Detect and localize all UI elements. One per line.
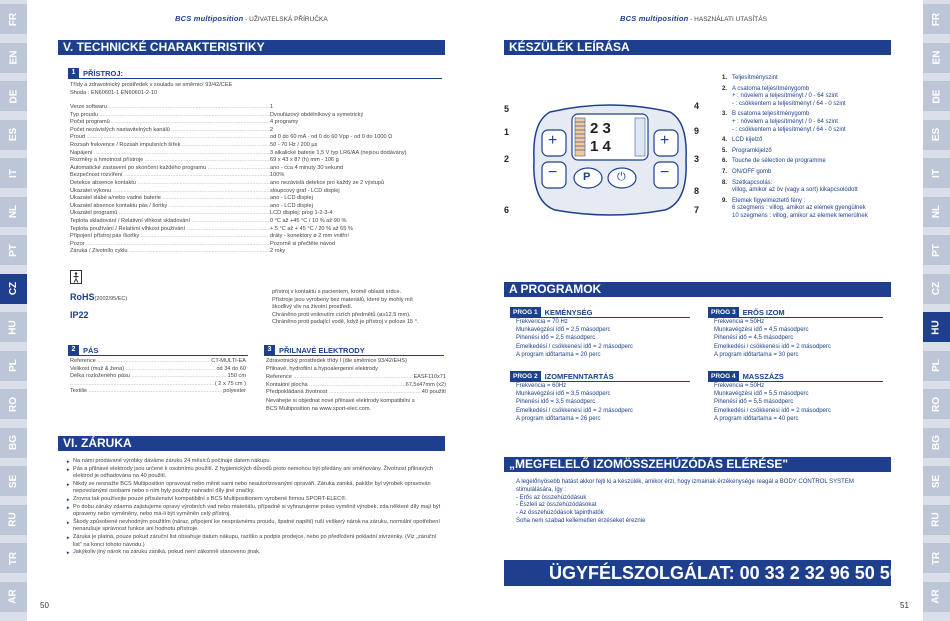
warranty-item: ► Zrovna tak používejte pouze přísulenství kompatibilní s BCS Multipositionem vyrobené firmou SPORT-ELEC®. [66, 496, 441, 504]
spec-key: Pozor ..... [70, 241, 270, 249]
program-line: Emelkedési / csökkenési idő = 2 másodperc [516, 407, 633, 414]
lang-tab-ro[interactable]: RO [0, 389, 27, 419]
program-tag: PROG 4 [708, 371, 739, 382]
belt-value: polyester [223, 388, 246, 395]
program-name: KEMÉNYSÉG [544, 307, 593, 317]
legend-number: 6. [722, 158, 728, 165]
program-line: Frekvencia = 50Hz [714, 319, 765, 325]
program-heading [708, 307, 883, 318]
belt-row [70, 381, 246, 389]
customer-service-hotline: ÜGYFÉLSZOLGÁLAT: 00 33 2 32 96 50 50 [504, 560, 891, 586]
lang-tab-hu[interactable]: HU [0, 312, 27, 342]
symbol-line: Chráněno proti padající vodě, když je přístroj v poloze 15 °. [272, 319, 419, 326]
device-intro: Třídy a zdravotnický prostředek v souladu se směrnicí 93/42/CEE Shoda : EN60601-1 EN60601-2-10 [70, 82, 233, 96]
symbol-line: škodlivý vliv na životní prostředí. [272, 304, 353, 311]
belt-key: Reference ..... [70, 358, 211, 366]
symbol-descriptions [272, 289, 419, 327]
spec-row [70, 195, 440, 203]
spec-value: 100% [270, 172, 285, 179]
spec-value: od 0 do 60 mA - od 0 do 60 Vpp - od 0 do 1000 Ω [270, 134, 393, 141]
program-line: Pihenési idő = 4,5 másodperc [714, 335, 794, 342]
spec-row [70, 226, 440, 234]
lang-tab-hu[interactable]: HU [923, 312, 950, 342]
lang-tab-ru[interactable]: RU [0, 505, 27, 535]
lang-tab-es[interactable]: ES [0, 120, 27, 150]
spec-key: Teplota skladování / Relativní vlhkost skladování ..... [70, 218, 270, 226]
device-illustration [530, 102, 690, 218]
legend-line: Teljesítményszint [732, 75, 778, 81]
legend-item [722, 148, 892, 156]
program-line: Frekvencia = 60Hz [516, 383, 567, 389]
lang-tab-es[interactable]: ES [923, 120, 950, 150]
legend-number: 7. [722, 168, 728, 175]
legend-item [722, 169, 892, 177]
legend-text [732, 169, 892, 177]
legend-line: 6 szegmens : villog, amikor az elemek gyengülnek [732, 205, 866, 212]
spec-value: ano - LCD displej [270, 202, 313, 209]
spec-key: Ukazatel absence kontaktu pás / šortky ..... [70, 203, 270, 211]
warranty-item: ► Po dobu záruky zdarma zajistujeme opravy výrobních vad nebo materiálu, případně si vyhrazujeme právo vyměnit výrobek, zda některé díly mají být opraveny nebo vyměněny, nebo má-li být vyměněn celý přístroj. [66, 504, 441, 519]
warranty-item: ► Pás a přilnavé elektrody jsou určené k osobnímu použití. Z hygienických důvodů proto nemohou být předány ani směňovány. Životnost přilnavých elektrod je odhadována na 40 použití. [66, 466, 441, 481]
belt-value: od 34 do 60 [216, 365, 246, 372]
legend-number: 9. [722, 197, 728, 204]
spec-key: Rozměry a hmotnost přístroje ..... [70, 157, 270, 165]
subsection-device-heading: 1 PŘÍSTROJ: [68, 68, 123, 78]
spec-key: Záruka / Životnílo cyklu ..... [70, 248, 270, 256]
belt-specs [70, 358, 246, 396]
lang-tab-ro[interactable]: RO [923, 389, 950, 419]
spec-key: Detekce absence kontaktu ..... [70, 180, 270, 188]
power-button[interactable]: ⏻ [617, 171, 626, 183]
program-line: A program időtartama = 30 perc [714, 351, 799, 358]
spec-key: Napájení ..... [70, 150, 270, 158]
section-6-title: VI. ZÁRUKA [58, 436, 445, 451]
spec-value: 1 [270, 104, 274, 110]
spec-row [70, 157, 440, 165]
channel-a-minus-button[interactable]: − [548, 164, 558, 181]
legend-line: Elemek figyelmeztető fény : [732, 197, 806, 204]
legend-number: 8. [722, 179, 728, 186]
legend-item [722, 158, 892, 166]
lang-tab-pt[interactable]: PT [0, 235, 27, 265]
electrode-value: 67,5x47mm (x2) [405, 381, 446, 388]
program-name: IZOMFENNTARTÁS [544, 371, 614, 381]
spec-row [70, 248, 440, 256]
symbol-line: Chráněno proti vniknutím cizích předmětů (ø≥12.5 mm). [272, 311, 411, 318]
lang-tab-cz[interactable]: CZ [923, 274, 950, 304]
contraction-line: - Erős az összehúzódásuk [516, 494, 587, 501]
spec-row [70, 142, 440, 150]
spec-key: Rozsah frekvence / Rozsah impulsních šířek ..... [70, 142, 270, 150]
channel-a-plus-button[interactable]: + [548, 132, 558, 149]
electrode-key: Reference ..... [266, 374, 413, 382]
electrode-intro: Zdravotnický prostředek třídy I (dle směrnice 93/42/EHS) Přilnavé, hydrofilní a hypoalergenní elektrody [266, 358, 407, 372]
legend-line: ON/OFF gomb [732, 168, 772, 175]
program-name: ERŐS IZOM [742, 307, 785, 317]
warranty-item: ► Na námi prodávané výrobky dáváme záruku 24 měsíců počínaje datem nákupu. [66, 458, 441, 466]
electrode-key: Kontaktní plocha ..... [266, 382, 406, 390]
belt-key: Délka rozloženého pásu ..... [70, 373, 228, 381]
spec-value: 0 °C až +45 °C / 10 % až 90 % [270, 217, 347, 224]
legend-line: B csatorna teljesítménygomb [732, 111, 810, 118]
legend-line: + : növelem a teljesítményt / 0 - 64 szint [732, 118, 838, 125]
spec-key: Proud ..... [70, 134, 270, 142]
callout-4: 4 [694, 101, 700, 111]
lang-tab-pt[interactable]: PT [923, 235, 950, 265]
legend-item [722, 111, 892, 134]
electrode-value: 40 použití [421, 389, 446, 396]
spec-row [70, 127, 440, 135]
electrode-row [266, 374, 446, 382]
spec-row [70, 134, 440, 142]
legend-item [722, 86, 892, 109]
legend-line: Programkijelző [732, 147, 772, 154]
spec-value: Pozorně si přečtěte návod [270, 240, 335, 247]
program-line: Munkavégzési idő = 4,5 másodperc [714, 327, 809, 334]
electrode-specs [266, 374, 446, 397]
spec-key: Teplota používání / Relativní vlhkost používání ..... [70, 226, 270, 234]
belt-row [70, 388, 246, 396]
channel-b-plus-button[interactable]: + [660, 132, 670, 149]
legend-item [722, 137, 892, 145]
lang-tab-cz[interactable]: CZ [0, 274, 27, 304]
contraction-line: - Észleli az összehúzódásokat [516, 502, 597, 509]
spec-value: 2 roky [270, 248, 286, 255]
spec-row [70, 119, 440, 127]
rohs-label: RoHS(2002/95/EC) [70, 292, 128, 302]
belt-row [70, 358, 246, 366]
program-block [708, 371, 883, 423]
legend-text [732, 158, 892, 166]
legend-item [722, 198, 892, 221]
spec-row [70, 165, 440, 173]
lang-tab-pl[interactable]: PL [0, 351, 27, 381]
spec-value: ano - LCD displej [270, 195, 313, 202]
legend-number: 1. [722, 75, 728, 81]
electrode-key: Předpokládaná životnost ..... [266, 389, 422, 397]
programs-title: A PROGRAMOK [504, 282, 891, 297]
legend-text [732, 137, 892, 145]
legend-line: Touche de sélection de programme [732, 158, 826, 165]
lang-tab-de[interactable]: DE [923, 81, 950, 111]
program-line: Munkavégzési idő = 2,5 másodperc [516, 327, 611, 334]
program-tag: PROG 1 [510, 307, 541, 318]
legend-item [722, 180, 892, 195]
spec-row [70, 150, 440, 158]
program-heading [510, 371, 690, 382]
lang-tab-en[interactable]: EN [0, 43, 27, 73]
bf-applied-part-icon [70, 270, 82, 284]
lang-tab-ar[interactable]: AR [0, 582, 27, 612]
spec-value: 50 - 70 Hz / 200 µs [270, 141, 318, 148]
spec-value: 4 programy [270, 119, 299, 126]
electrode-row [266, 382, 446, 390]
program-line: Munkavégzési idő = 5,5 másodperc [714, 391, 809, 398]
program-line: Munkavégzési idő = 3,5 másodperc [516, 391, 611, 398]
lang-tab-de[interactable]: DE [0, 81, 27, 111]
spec-row [70, 233, 440, 241]
lcd-digits-top: 2 3 [590, 120, 611, 137]
program-tag: PROG 3 [708, 307, 739, 318]
spec-row [70, 203, 440, 211]
electrode-note: Neváhejte si objednat nové přilnavé elektrody kompatibilní s BCS Multiposition na www.sport-elec.com. [266, 398, 415, 412]
spec-key: Bezpečnost rozvíření ..... [70, 172, 270, 180]
program-heading [510, 307, 690, 318]
section-5-title: V. TECHNICKÉ CHARAKTERISTIKY [58, 40, 445, 55]
spec-key: Počet nezávislých nastavitelných kanálů ..... [70, 127, 270, 135]
legend-number: 4. [722, 137, 728, 144]
lang-tab-tr[interactable]: TR [0, 543, 27, 573]
lang-tab-nl[interactable]: NL [0, 197, 27, 227]
symbol-line: Přístroje jsou vyrobeny bez materiálů, které by mohly mít [272, 296, 413, 303]
program-line: Pihenési idő = 5,5 másodperc [714, 399, 794, 406]
callout-8: 8 [694, 186, 700, 196]
legend-number: 3. [722, 111, 728, 118]
callout-2: 2 [504, 154, 510, 164]
program-line: Frekvencia = 70 Hz [516, 319, 568, 325]
legend-line: LCD kijelző [732, 137, 763, 144]
spec-key: Počet programů ..... [70, 119, 270, 127]
spec-row [70, 218, 440, 226]
spec-row [70, 188, 440, 196]
spec-key: Automatické zastavení po skončení každého programu ..... [70, 165, 270, 173]
lcd-digits-bottom: 1 4 [590, 138, 611, 155]
program-line: A program időtartama = 20 perc [516, 351, 601, 358]
spec-key: Ukazatel slabé a/nebo vadné baterie ..... [70, 195, 270, 203]
spec-key: Verze softwaru ..... [70, 104, 270, 112]
program-block [708, 307, 883, 359]
program-button[interactable]: P [583, 171, 591, 183]
warranty-item: ► Nikdy se nesnažte BCS Multiposition opravovat nebo měnit sami nebo neautorizovanými opraváři. Záruka zaniká, pakliže byl výrobek opravován nepovolanými osobami nebo s ním byly použity nahradní díly jiné značky. [66, 481, 441, 496]
channel-b-minus-button[interactable]: − [660, 164, 670, 181]
contraction-line: A legelőnyösebb hatást akkor fejti ki a készülék, amikor érzi, hogy izmainak érzékenysége reagál a BODY CONTROL SYSTEM [516, 479, 854, 485]
program-line: Pihenési idő = 2,5 másodperc [516, 335, 596, 342]
belt-row [70, 373, 246, 381]
legend-item [722, 75, 892, 83]
belt-key: Textilie ..... [70, 388, 223, 396]
legend-text [732, 148, 892, 156]
spec-value: Dvoufázový obdélníkový a symetrický [270, 111, 364, 118]
contraction-line: - Az összehúzódások tapinthatók [516, 510, 604, 517]
lang-tab-se[interactable]: SE [0, 466, 27, 496]
contraction-line: Soha nem szabad kellemetlen érzéseket éreznie [516, 517, 646, 524]
device-legend [722, 75, 892, 224]
proper-contraction-title: „MEGFELELŐ IZOMÖSSZEHÚZÓDÁS ELÉRÉSE" [504, 457, 891, 472]
callout-3: 3 [694, 154, 700, 164]
spec-key: Připojení přístroj pás /šortky ..... [70, 233, 270, 241]
spec-value: ano - cca 4 minuty 30 sekund [270, 164, 344, 171]
lang-tab-pl[interactable]: PL [923, 351, 950, 381]
legend-number: 2. [722, 85, 728, 92]
contraction-line: stimulálására, így : [516, 486, 567, 493]
legend-number: 5. [722, 147, 728, 154]
callout-6: 6 [504, 205, 510, 215]
legend-line: villog, amikor az öv (vagy a sort) kikapcsolódott [732, 187, 858, 194]
warranty-item: ► Záruka je platná, pouze pokud záruční list obsahuje datum nákupu, razítko a podpis prodejce, nebo po předložení pokladní stvrzenky. (Viz „záruční list" na konci tohoto návodu.) [66, 534, 441, 549]
subsection-belt-heading: 2 PÁS [68, 345, 98, 355]
legend-line: Szétkapcsolás: [732, 179, 773, 186]
device-description-title: KÉSZÜLÉK LEÍRÁSA [504, 40, 891, 55]
belt-row [70, 366, 246, 374]
belt-value: CT-MULTI-EA [211, 358, 246, 364]
program-name: MASSZÁZS [742, 371, 784, 381]
spec-row [70, 241, 440, 249]
spec-value: sloupcový graf - LCD displej [270, 187, 340, 194]
legend-text [732, 111, 892, 134]
subsection-electrodes-heading: 3 PŘILNAVÉ ELEKTRODY [264, 345, 365, 355]
symbol-column [70, 270, 90, 288]
legend-text [732, 86, 892, 109]
legend-text [732, 75, 892, 83]
symbol-line: přístroj v kontaktu s pacientem, kromě oblasti srdce. [272, 289, 402, 295]
legend-line: + : növelem a teljesítményt / 0 - 64 szint [732, 93, 838, 100]
spec-key: Typ proudu ..... [70, 112, 270, 120]
ip-rating-label: IP22 [70, 310, 89, 320]
warranty-item: ► Škody způsobené nevhodným použitím (náraz, připojení ke nesprávnému proudu, špatné napětí) ruší veškerý nárok na záruku, normální opotřebení nenarušuje správnost funkce ani hodnotu přístroje. [66, 519, 441, 534]
warranty-list [66, 458, 441, 557]
spec-value: 69 x 43 x 87 (h) mm - 106 g [270, 157, 339, 164]
running-header-right: BCS multiposition - HASZNÁLATI UTASÍTÁS [620, 14, 767, 23]
spec-value: dráty - konektory ø 2 mm vnitřní [270, 233, 349, 240]
legend-line: - : csökkentem a teljesítményt / 64 - 0 szint [732, 100, 846, 107]
spec-row [70, 172, 440, 180]
lang-tab-bg[interactable]: BG [923, 428, 950, 458]
spec-row [70, 104, 440, 112]
lang-tab-fr[interactable]: FR [923, 4, 950, 34]
legend-text [732, 180, 892, 195]
belt-value: ( 2 x 75 cm ) [214, 380, 246, 387]
callout-9: 9 [694, 126, 700, 136]
lang-tab-en[interactable]: EN [923, 43, 950, 73]
language-tabs-right [923, 0, 950, 621]
spec-value: LCD displej: prog 1-2-3-4 [270, 210, 333, 217]
spec-table [70, 104, 440, 256]
spec-row [70, 210, 440, 218]
spec-value: 3 alkalické baterie 1,5 V typ LR6/AA (nejsou dodávány) [270, 149, 407, 156]
legend-line: A csatorna teljesítménygomb [732, 85, 810, 92]
program-line: Pihenési idő = 3,5 másodperc [516, 399, 596, 406]
spec-key: Ukazatel programů ..... [70, 210, 270, 218]
belt-value: 150 cm [227, 373, 246, 380]
electrode-row [266, 389, 446, 397]
program-line: A program időtartama = 26 perc [516, 415, 601, 422]
page-number-right: 51 [900, 601, 909, 610]
lang-tab-nl[interactable]: NL [923, 197, 950, 227]
lang-tab-ru[interactable]: RU [923, 505, 950, 535]
program-block [510, 307, 690, 359]
lang-tab-se[interactable]: SE [923, 466, 950, 496]
legend-line: - : csökkentem a teljesítményt / 64 - 0 szint [732, 126, 846, 133]
spec-key: Ukazatel výkonu ..... [70, 188, 270, 196]
program-line: Emelkedési / csökkenési idő = 2 másodperc [516, 343, 633, 350]
spec-value: ano nezávislá detekce pro každý ze 2 výstupů [270, 179, 385, 186]
spec-value: + 5 °C až + 45 °C / 20 % až 65 % [270, 225, 353, 232]
belt-key: Velikost (muž & žena) ..... [70, 366, 216, 374]
electrode-value: EASF110x71 [413, 374, 446, 380]
proper-contraction-text [516, 479, 854, 526]
program-line: A program időtartama = 40 perc [714, 415, 799, 422]
program-line: Emelkedési / csökkenési idő = 2 másodperc [714, 407, 831, 414]
callout-7: 7 [694, 205, 700, 215]
warranty-item: ► Jakýkoliv jiný nárok na záruku zaniká, pokud není zákonně stanoveno jinak. [66, 549, 441, 557]
language-tabs-left [0, 0, 27, 621]
legend-line: 10 szegmens : villog, amikor az elemek lemerülnek [732, 212, 868, 219]
lang-tab-fr[interactable]: FR [0, 4, 27, 34]
legend-text [732, 198, 892, 221]
lang-tab-it[interactable]: IT [923, 158, 950, 188]
lang-tab-ar[interactable]: AR [923, 582, 950, 612]
spec-row [70, 180, 440, 188]
program-block [510, 371, 690, 423]
page-number-left: 50 [40, 601, 49, 610]
program-line: Emelkedési / csökkenési idő = 2 másodperc [714, 343, 831, 350]
lang-tab-bg[interactable]: BG [0, 428, 27, 458]
lang-tab-tr[interactable]: TR [923, 543, 950, 573]
running-header-left: BCS multiposition - UŽIVATELSKÁ PŘÍRUČKA [175, 14, 328, 23]
program-heading [708, 371, 883, 382]
callout-5: 5 [504, 104, 510, 114]
lang-tab-it[interactable]: IT [0, 158, 27, 188]
spec-row [70, 112, 440, 120]
spec-value: 2 [270, 126, 274, 133]
program-line: Frekvencia = 50Hz [714, 383, 765, 389]
callout-1: 1 [504, 127, 510, 137]
program-tag: PROG 2 [510, 371, 541, 382]
belt-key [70, 381, 215, 389]
